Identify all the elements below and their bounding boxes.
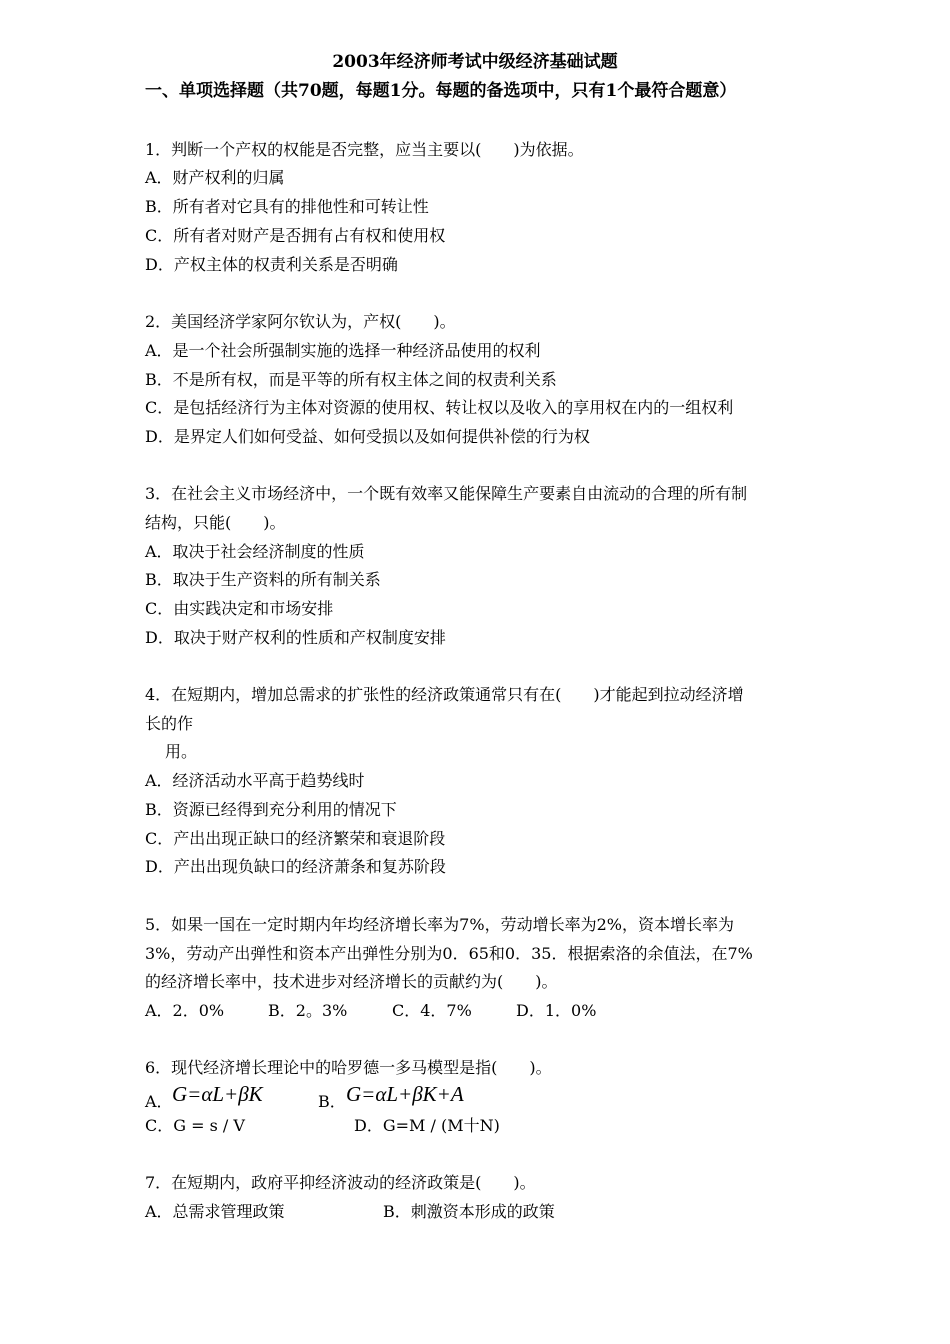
question-7-option-b: B．刺激资本形成的政策	[383, 1202, 555, 1221]
question-4-option-b: B．资源已经得到充分利用的情况下	[145, 800, 397, 819]
question-1-option-d: D．产权主体的权责利关系是否明确	[145, 255, 398, 274]
section-heading: 一、单项选择题（共70题，每题1分。每题的备选项中，只有1个最符合题意）	[145, 81, 737, 101]
question-5-option-c: C．4．7%	[392, 1001, 472, 1020]
question-7-stem: 7．在短期内，政府平抑经济波动的经济政策是( )。	[145, 1173, 536, 1192]
question-6-option-c: C．G = s / V	[145, 1116, 245, 1135]
question-4-stem-line-2: 长的作	[145, 714, 194, 733]
question-3-stem-line-1: 3．在社会主义市场经济中，一个既有效率又能保障生产要素自由流动的合理的所有制	[145, 484, 748, 503]
question-4-option-d: D．产出出现负缺口的经济萧条和复苏阶段	[145, 857, 446, 876]
question-3-option-d: D．取决于财产权利的性质和产权制度安排	[145, 628, 446, 647]
question-1-option-a: A．财产权利的归属	[145, 168, 285, 187]
question-5-option-d: D．1．0%	[516, 1001, 597, 1020]
question-4-stem-line-3: 用。	[165, 742, 198, 761]
question-3-option-c: C．由实践决定和市场安排	[145, 599, 334, 618]
question-2-option-a: A．是一个社会所强制实施的选择一种经济品使用的权利	[145, 341, 541, 360]
question-6-option-b-formula: G=αL+βK+A	[346, 1082, 464, 1106]
question-3-option-a: A．取决于社会经济制度的性质	[145, 542, 365, 561]
question-4-option-a: A．经济活动水平高于趋势线时	[145, 771, 365, 790]
question-1-option-b: B．所有者对它具有的排他性和可转让性	[145, 197, 429, 216]
question-5-stem-line-1: 5．如果一国在一定时期内年均经济增长率为7%，劳动增长率为2%，资本增长率为	[145, 915, 734, 934]
question-3-stem-line-2: 结构，只能( )。	[145, 513, 286, 532]
question-1-stem: 1．判断一个产权的权能是否完整，应当主要以( )为依据。	[145, 140, 584, 159]
question-5-option-b: B．2。3%	[268, 1001, 348, 1020]
question-6-option-a-formula: G=αL+βK	[172, 1082, 263, 1106]
question-2-option-c: C．是包括经济行为主体对资源的使用权、转让权以及收入的享用权在内的一组权利	[145, 398, 734, 417]
question-5-stem-line-3: 的经济增长率中，技术进步对经济增长的贡献约为( )。	[145, 972, 558, 991]
question-3-option-b: B．取决于生产资料的所有制关系	[145, 570, 381, 589]
question-1-option-c: C．所有者对财产是否拥有占有权和使用权	[145, 226, 446, 245]
question-5-stem-line-2: 3%，劳动产出弹性和资本产出弹性分别为0．65和0．35．根据索洛的余值法，在7%	[145, 944, 753, 963]
document-title: 2003年经济师考试中级经济基础试题	[332, 52, 618, 72]
question-5-option-a: A．2．0%	[145, 1001, 225, 1020]
question-4-option-c: C．产出出现正缺口的经济繁荣和衰退阶段	[145, 829, 446, 848]
question-2-option-b: B．不是所有权，而是平等的所有权主体之间的权责利关系	[145, 370, 557, 389]
question-2-stem: 2．美国经济学家阿尔钦认为，产权( )。	[145, 312, 456, 331]
question-6-option-d: D．G=M / (M十N)	[354, 1116, 500, 1135]
question-7-option-a: A．总需求管理政策	[145, 1202, 285, 1221]
question-6-option-b-label: B．	[318, 1092, 346, 1111]
question-2-option-d: D．是界定人们如何受益、如何受损以及如何提供补偿的行为权	[145, 427, 590, 446]
question-6-option-a-label: A．	[145, 1092, 173, 1111]
question-6-stem: 6．现代经济增长理论中的哈罗德一多马模型是指( )。	[145, 1058, 552, 1077]
question-4-stem-line-1: 4．在短期内，增加总需求的扩张性的经济政策通常只有在( )才能起到拉动经济增	[145, 685, 744, 704]
